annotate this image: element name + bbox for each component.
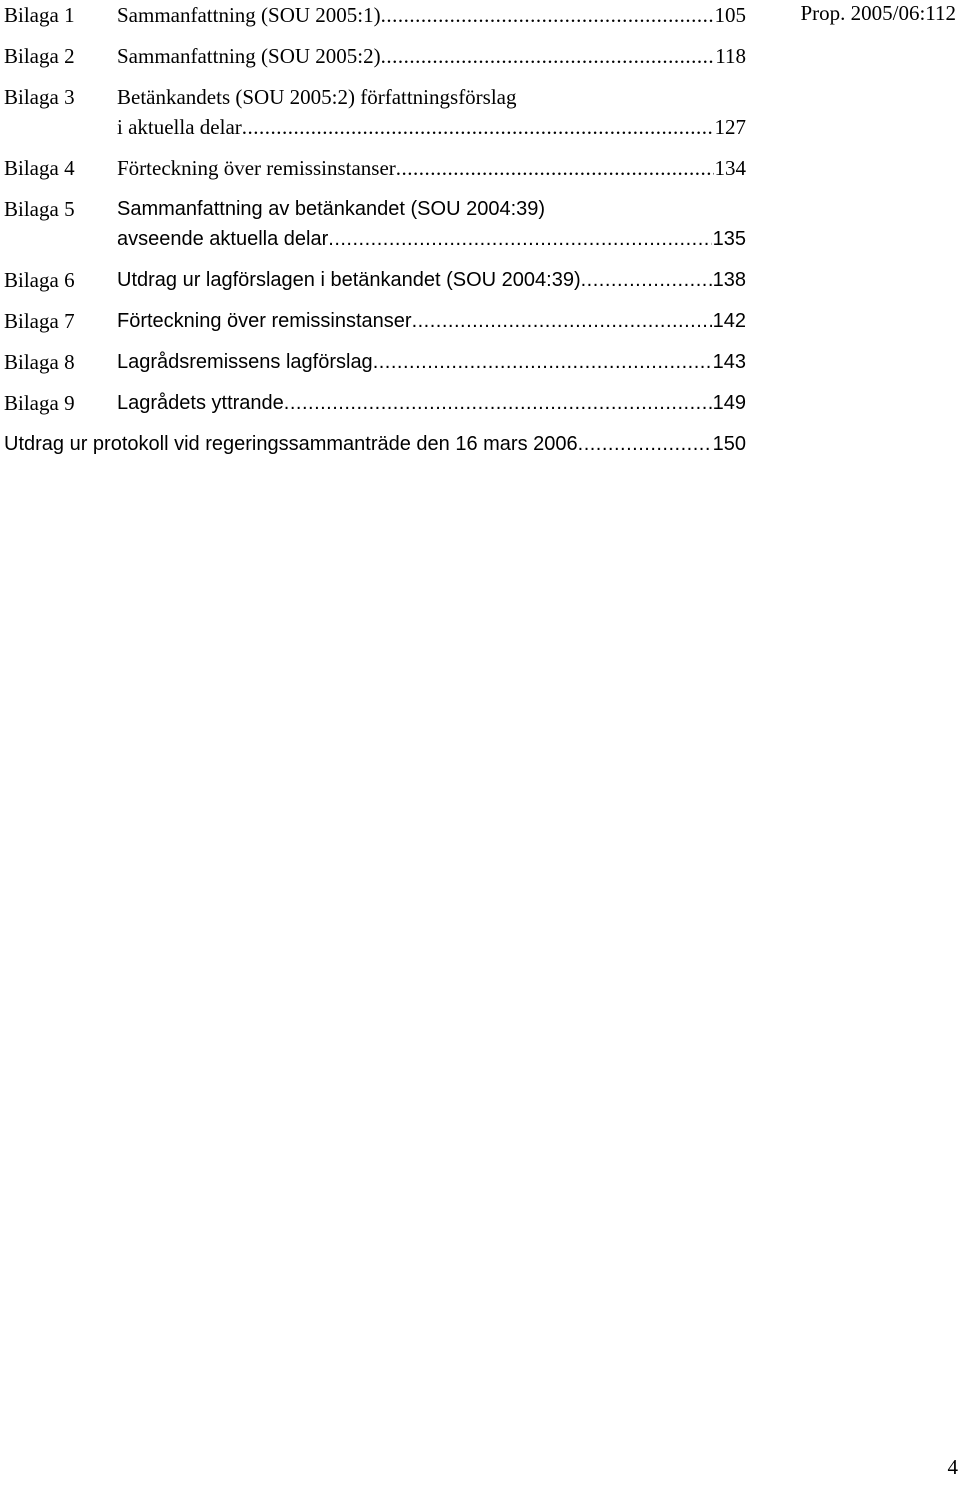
toc-entry-label: Bilaga 6 bbox=[4, 268, 75, 292]
toc-entry-label: Bilaga 9 bbox=[4, 391, 75, 415]
dot-leader bbox=[284, 388, 712, 418]
toc-entry-page: 143 bbox=[712, 351, 746, 373]
dot-leader bbox=[396, 153, 714, 183]
toc-entry-protokoll[interactable] bbox=[4, 429, 746, 459]
toc-entry-bilaga-3[interactable] bbox=[4, 82, 746, 142]
document-reference: Prop. 2005/06:112 bbox=[800, 1, 956, 25]
toc-entry-label: Bilaga 3 bbox=[4, 85, 75, 109]
toc-entry-title: Sammanfattning (SOU 2005:2) bbox=[117, 44, 381, 68]
toc-entry-label: Bilaga 4 bbox=[4, 156, 75, 180]
toc-entry-bilaga-8[interactable] bbox=[4, 347, 746, 377]
dot-leader bbox=[381, 0, 714, 30]
toc-entry-title-continued: avseende aktuella delar bbox=[117, 228, 329, 250]
toc-entry-bilaga-4[interactable] bbox=[4, 153, 746, 183]
toc-entry-label: Bilaga 2 bbox=[4, 44, 75, 68]
toc-entry-page: 134 bbox=[714, 156, 746, 180]
toc-entry-label: Bilaga 7 bbox=[4, 309, 75, 333]
dot-leader bbox=[412, 306, 712, 336]
toc-entry-title-continued: i aktuella delar bbox=[117, 115, 242, 139]
toc-entry-bilaga-5[interactable] bbox=[4, 194, 746, 254]
toc-entry-page: 135 bbox=[712, 228, 746, 250]
toc-entry-bilaga-9[interactable] bbox=[4, 388, 746, 418]
dot-leader bbox=[381, 41, 715, 71]
toc-entry-label: Bilaga 1 bbox=[4, 3, 75, 27]
toc-entry-title: Lagrådets yttrande bbox=[117, 392, 284, 414]
toc-entry-label: Bilaga 8 bbox=[4, 350, 75, 374]
toc-entry-bilaga-7[interactable] bbox=[4, 306, 746, 336]
table-of-contents bbox=[4, 0, 746, 470]
toc-entry-title: Lagrådsremissens lagförslag bbox=[117, 351, 373, 373]
toc-entry-title: Betänkandets (SOU 2005:2) författningsförslag bbox=[117, 85, 517, 109]
toc-entry-title: Förteckning över remissinstanser bbox=[117, 156, 396, 180]
toc-entry-title: Förteckning över remissinstanser bbox=[117, 310, 412, 332]
toc-entry-bilaga-1[interactable] bbox=[4, 0, 746, 30]
dot-leader bbox=[581, 265, 712, 295]
dot-leader bbox=[373, 347, 712, 377]
toc-entry-page: 105 bbox=[714, 3, 746, 27]
toc-entry-page: 149 bbox=[712, 392, 746, 414]
toc-entry-bilaga-2[interactable] bbox=[4, 41, 746, 71]
toc-entry-page: 127 bbox=[714, 115, 746, 139]
dot-leader bbox=[328, 224, 711, 254]
toc-entry-page: 118 bbox=[715, 44, 746, 68]
toc-entry-label: Bilaga 5 bbox=[4, 197, 75, 221]
toc-entry-title: Sammanfattning av betänkandet (SOU 2004:39) bbox=[117, 198, 546, 220]
dot-leader bbox=[242, 112, 714, 142]
toc-entry-bilaga-6[interactable] bbox=[4, 265, 746, 295]
page-number: 4 bbox=[947, 1455, 958, 1479]
toc-entry-title: Utdrag ur lagförslagen i betänkandet (SOU 2004:39) bbox=[117, 269, 581, 291]
toc-entry-page: 150 bbox=[712, 433, 746, 455]
toc-entry-title: Sammanfattning (SOU 2005:1) bbox=[117, 3, 381, 27]
dot-leader bbox=[578, 429, 712, 459]
toc-entry-title: Utdrag ur protokoll vid regeringssammanträde den 16 mars 2006 bbox=[4, 433, 578, 455]
toc-entry-page: 138 bbox=[712, 269, 746, 291]
toc-entry-page: 142 bbox=[712, 310, 746, 332]
